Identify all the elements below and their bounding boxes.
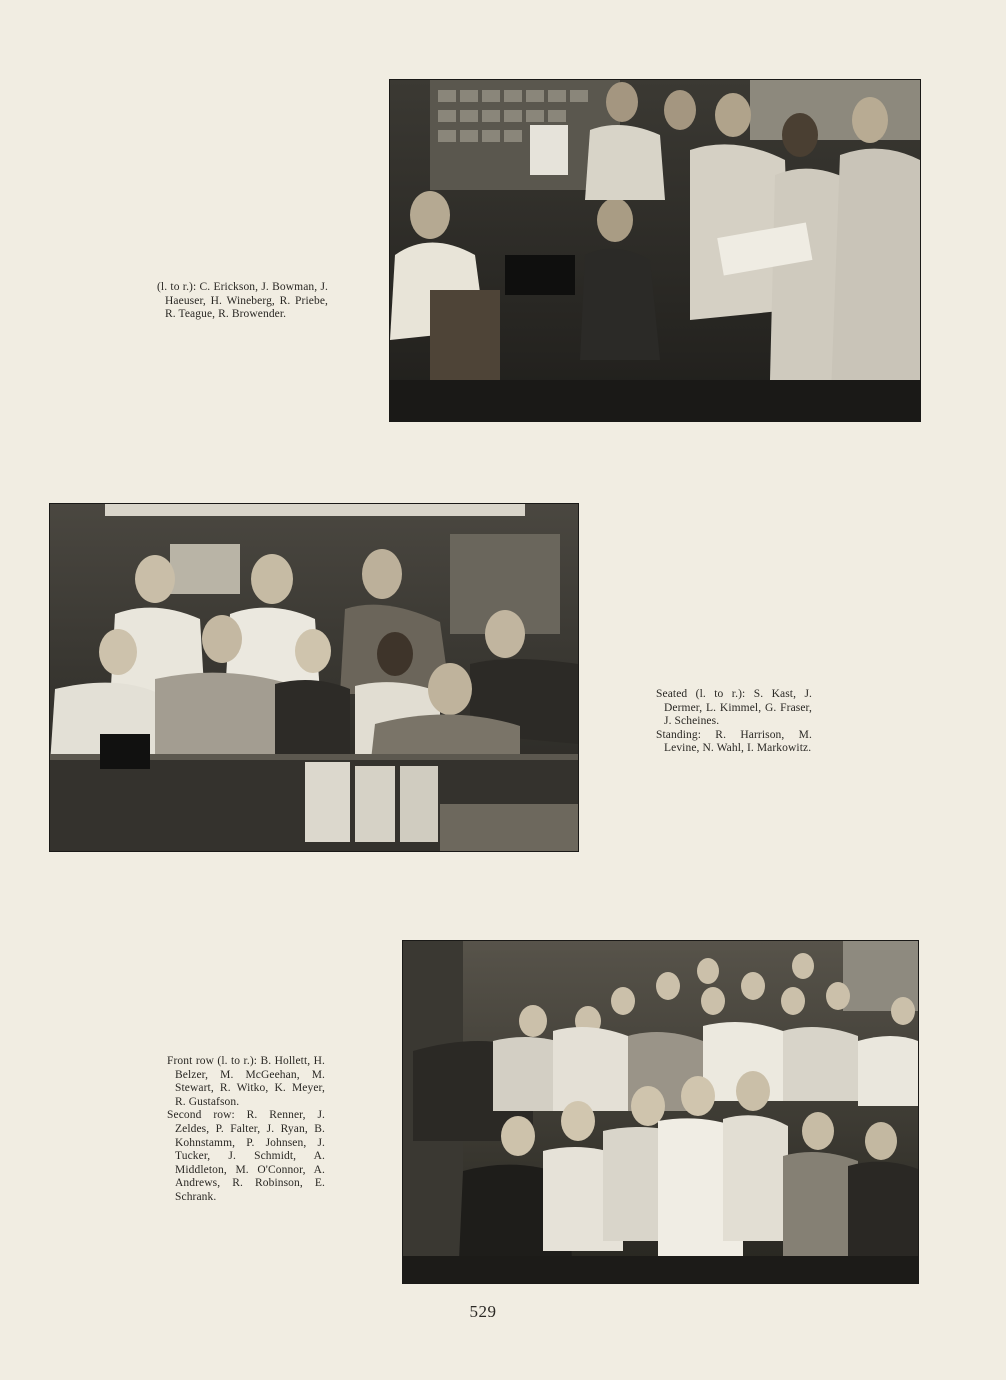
- photo1-caption: [157, 281, 328, 322]
- group-photo-large: [402, 940, 919, 1284]
- page-number: 529: [469, 1302, 497, 1321]
- photo3-caption-second: Second row: R. Renner, J. Zeldes, P. Falter, J. Ryan, B. Kohnstamm, P. Johnsen, J. Tucker, J. Schmidt, A. Middleton, M. O'Connor, A. Andrews, R. Robinson, E. Schrank.: [167, 1109, 325, 1203]
- photo1-caption-text: (l. to r.): C. Erickson, J. Bowman, J. Haeuser, H. Wineberg, R. Priebe, R. Teague, R. Browender.: [157, 281, 328, 321]
- photo2-caption-seated: Seated (l. to r.): S. Kast, J. Dermer, L. Kimmel, G. Fraser, J. Scheines.: [656, 688, 812, 728]
- photo2-caption-standing: Standing: R. Harrison, M. Levine, N. Wahl, I. Markowitz.: [656, 728, 812, 755]
- photo3-caption-front: Front row (l. to r.): B. Hollett, H. Belzer, M. McGeehan, M. Stewart, R. Witko, K. Meyer, R. Gustafson.: [167, 1055, 325, 1108]
- group-photo-newsroom: [389, 79, 921, 422]
- photo2-caption: [656, 688, 812, 756]
- group-photo-desk: [49, 503, 579, 852]
- photo3-caption: [167, 1055, 325, 1205]
